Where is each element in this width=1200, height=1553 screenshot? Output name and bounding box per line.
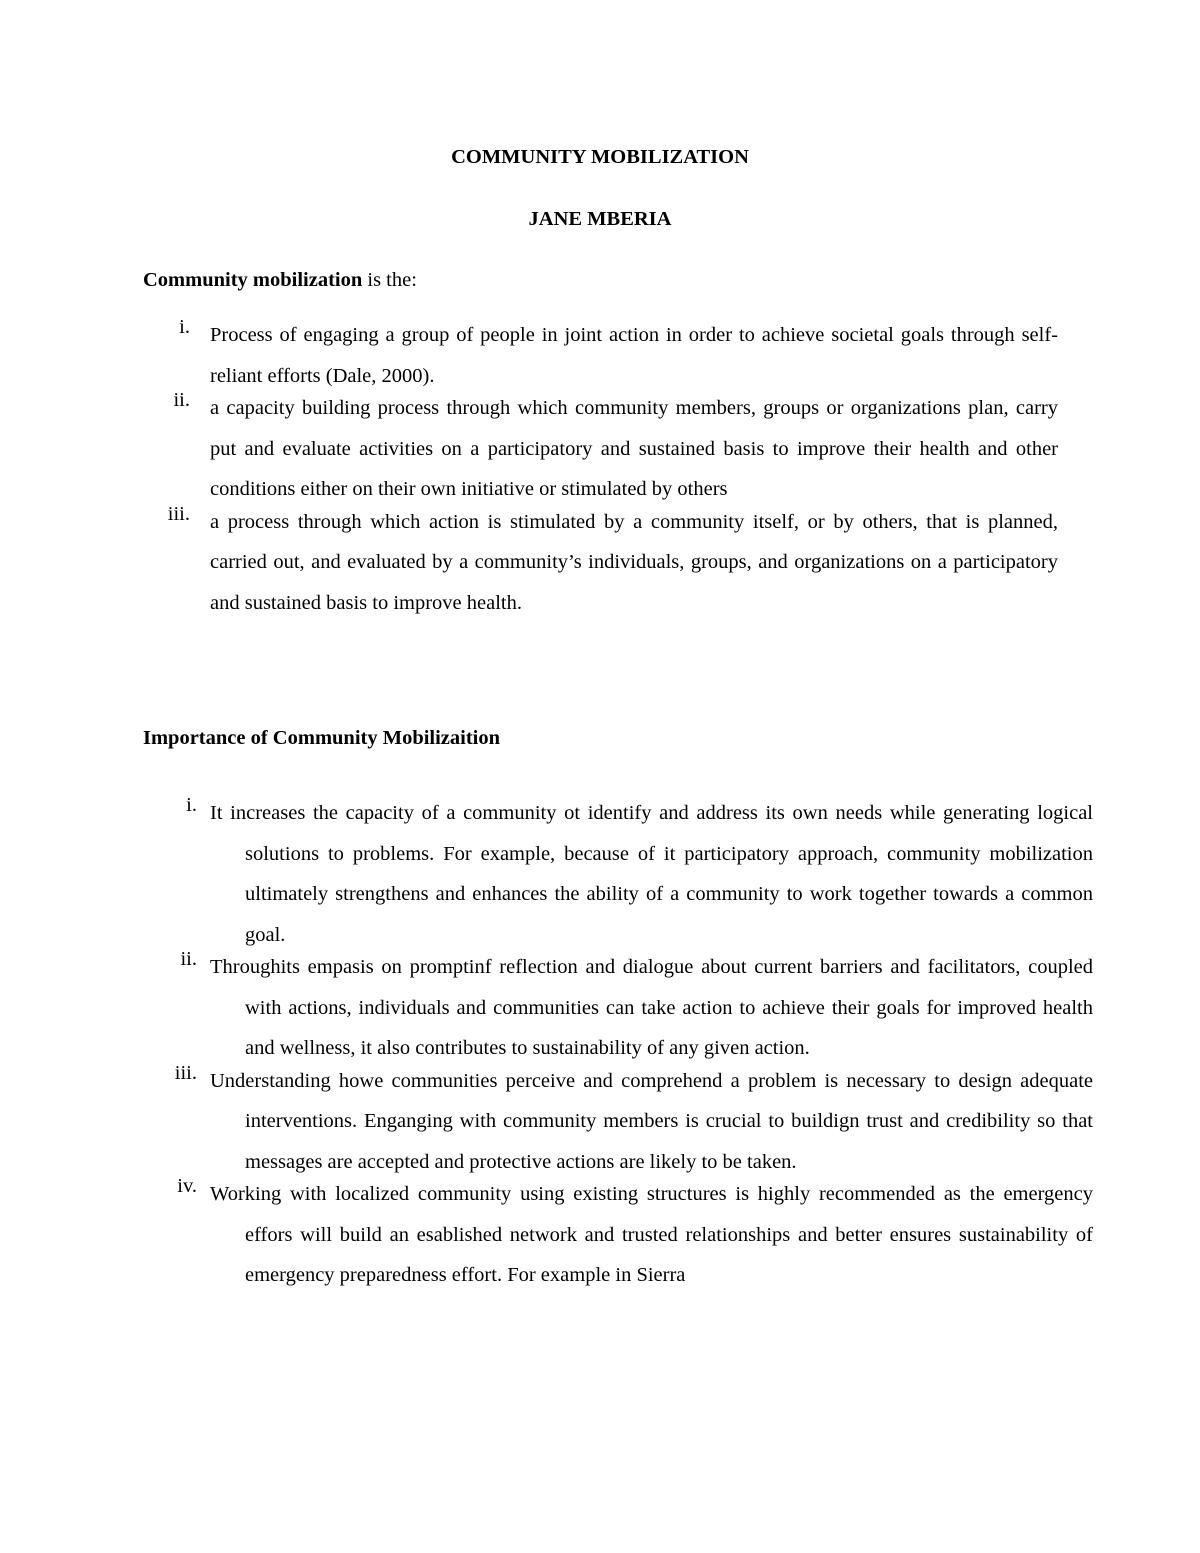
list-marker: ii. [180, 948, 197, 970]
list-item [0, 1174, 1093, 1296]
list-item-text: Understanding howe communities perceive and comprehend a problem is necessary to design adequate interventions. Enganging with community members is crucial to buildign trust and credibility so that messages are accepted and protective actions are likely to be taken. [210, 1069, 1093, 1173]
list-item [0, 502, 1058, 624]
list-marker: ii. [173, 389, 190, 411]
list-marker: i. [186, 794, 197, 816]
list-marker: iv. [177, 1175, 197, 1197]
intro-rest: is the: [362, 269, 417, 291]
list-item [0, 947, 1093, 1069]
list-item-text: Working with localized community using existing structures is highly recommended as the emergency effors will build an esablished network and trusted relationships and better ensures sustainability of emergency preparedness effort. For example in Sierra [210, 1183, 1093, 1286]
list-item-text: Process of engaging a group of people in joint action in order to achieve societal goals through self-reliant efforts (Dale, 2000). [210, 324, 1058, 387]
intro-sentence [143, 268, 417, 292]
list-item-text: It increases the capacity of a community ot identify and address its own needs while generating logical solutions to problems. For example, because of it participatory approach, community mobilization ultimately strengthens and enhances the ability of a community to work together towards a common goal. [210, 802, 1093, 946]
document-title: COMMUNITY MOBILIZATION [451, 146, 749, 168]
document-author: JANE MBERIA [528, 208, 672, 230]
list-marker: iii. [174, 1061, 197, 1084]
section-heading: Importance of Community Mobilizaition [143, 727, 501, 749]
definitions-list [0, 316, 1058, 623]
list-item [0, 793, 1093, 955]
list-marker: iii. [167, 502, 190, 525]
list-item [0, 388, 1058, 510]
intro-bold-term: Community mobilization [143, 269, 363, 291]
list-item-text: a capacity building process through which community members, groups or organizations plan, carry put and evaluate activities on a participatory and sustained basis to improve their health and other conditions either on their own initiative or stimulated by others [210, 397, 1058, 500]
list-item [0, 1061, 1093, 1183]
importance-list [0, 794, 1093, 1296]
list-item-text: a process through which action is stimulated by a community itself, or by others, that is planned, carried out, and evaluated by a community’s individuals, groups, and organizations on a participatory and sustained basis to improve health. [210, 510, 1058, 614]
list-marker: i. [179, 316, 190, 338]
list-item-text: Throughits empasis on promptinf reflection and dialogue about current barriers and facilitators, coupled with actions, individuals and communities can take action to achieve their goals for improved health and wellness, it also contributes to sustainability of any given action. [210, 956, 1093, 1059]
